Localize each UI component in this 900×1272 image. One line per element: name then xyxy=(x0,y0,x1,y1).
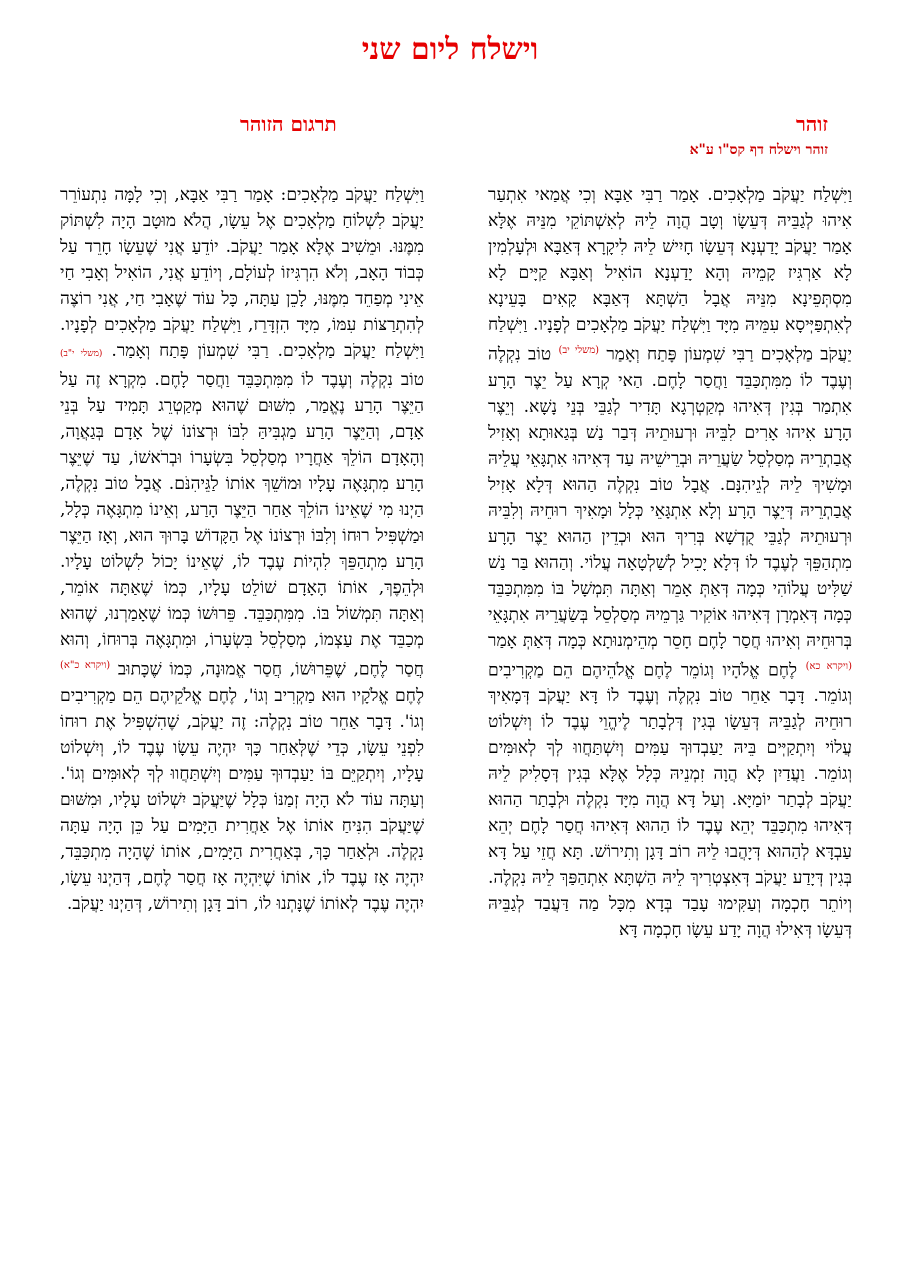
targum-paragraph-3: לֶחֶם אֱלֹקָיו הוּא מַקְרִיב וְגוֹ', לֶחֶם אֱלֹקֵיהֶם הֵם מַקְרִיבִים וְגוֹ'. דָּבָר אַחֵר טוֹב נִקְלֶה: זֶה יַעֲקֹב, שֶׁהִשְׁפִּיל אֶת רוּחוֹ לִפְנֵי עֵשָׂו, כְּדֵי שֶׁלְּאַחַר כָּךְ יִהְיֶה עֵשָׂו עֶבֶד לוֹ, וְיִשְׁלוֹט עָלָיו, וְיִתְקַיֵּם בּוֹ יַעַבְדוּךָ עַמִּים וְיִשְׁתַּחֲווּ לְךָ לְאוּמִּים וְגוֹ'. וְעַתָּה עוֹד לֹא הָיָה זְמַנּוֹ כְּלָל שֶׁיַּעֲקֹב יִשְׁלוֹט עָלָיו, וּמִשּׁוּם שֶׁיַּעֲקֹב הִנִּיחַ אוֹתוֹ אֶל אַחֲרִית הַיָּמִים עַל כֵּן הָיָה עַתָּה נִקְלֶה. וּלְאַחַר כָּךְ, בְּאַחֲרִית הַיָּמִים, אוֹתוֹ שֶׁהָיָה מִתְכַּבֵּד, יִהְיֶה אָז עֶבֶד לוֹ, אוֹתוֹ שֶׁיִּהְיֶה אָז חֲסַר לֶחֶם, דְּהַיְנוּ עֵשָׂו, יִהְיֶה עֶבֶד לְאוֹתוֹ שֶׁנָּתְנוּ לוֹ, רוֹב דָּגָן וְתִירוֹשׁ, דְּהַיְנוּ יַעֲקֹב. xyxy=(60,685,424,914)
targum-paragraph-1: וַיִּשְׁלַח יַעֲקֹב מַלְאָכִים: אָמַר רַבִּי אַבָּא, וְכִי לָמָּה נִתְעוֹרֵר יַעֲקֹב לִשְׁלוֹחַ מַלְאָכִים אֶל עֵשָׂו, הֲלֹא מוּטָב הָיָה לִשְׁתּוֹק מִמֶּנּוּ. וּמֵשִׁיב אֶלָּא אָמַר יַעֲקֹב. יוֹדֵעַ אֲנִי שֶׁעֵשָׂו חָרֵד עַל כְּבוֹד הָאָב, וְלֹא הִרְגִּיזוֹ לְעוֹלָם, וְיוֹדֵעַ אֲנִי, הוֹאִיל וְאָבִי חַי אֵינִי מְפַחֵד מִמֶּנּוּ, לָכֵן עַתָּה, כָּל עוֹד שֶׁאָבִי חַי, אֲנִי רוֹצֶה לְהִתְרַצּוֹת עִמּוֹ, מִיָּד הִזְדָּרֵז, וַיִּשְׁלַח יַעֲקֹב מַלְאָכִים לְפָנָיו. וַיִּשְׁלַח יַעֲקֹב מַלְאָכִים. רַבִּי שִׁמְעוֹן פָּתַח וְאָמַר. xyxy=(60,185,424,361)
zohar-text-column xyxy=(488,182,852,1232)
zohar-column-header: זוהר xyxy=(795,112,828,136)
targum-verse-ref-1: (משלי י"ב) xyxy=(60,349,103,359)
source-reference: זוהר וישלח דף קס"ו ע"א xyxy=(689,142,828,158)
targum-column-header: תרגום הזוהר xyxy=(240,112,337,136)
targum-verse-ref-2: (ויקרא כ"א) xyxy=(60,660,111,671)
targum-paragraph-2: טוֹב נִקְלֶה וְעֶבֶד לוֹ מִמִּתְכַּבֵּד וַחֲסַר לָחֶם. מִקְרָא זֶה עַל הַיֵּצֶר הָרַע נֶאֱמַר, מִשּׁוּם שֶׁהוּא מְקַטְרֵג תָּמִיד עַל בְּנֵי אָדָם, וְהַיֵּצֶר הָרַע מַגְבִּיהַּ לִבּוֹ וּרְצוֹנוֹ שֶׁל אָדָם בְּגַאֲוָה, וְהָאָדָם הוֹלֵךְ אַחֲרָיו מְסַלְסֵל בִּשְׂעָרוֹ וּבְרֹאשׁוֹ, עַד שֶׁיֵּצֶר הָרַע מִתְגָּאֶה עָלָיו וּמוֹשֵׁךְ אוֹתוֹ לַגֵּיהִנֹּם. אֲבָל טוֹב נִקְלֶה, הַיְנוּ מִי שֶׁאֵינוֹ הוֹלֵךְ אַחַר הַיֵּצֶר הָרַע, וְאֵינוֹ מִתְגָּאֶה כְּלָל, וּמַשְׁפִּיל רוּחוֹ וְלִבּוֹ וּרְצוֹנוֹ אֶל הַקָּדוֹשׁ בָּרוּךְ הוּא, וְאָז הַיֵּצֶר הָרַע מִתְהַפֵּךְ לִהְיוֹת עֶבֶד לוֹ, שֶׁאֵינוֹ יָכוֹל לִשְׁלוֹט עָלָיו. וּלְהֵפֶךְ, אוֹתוֹ הָאָדָם שׁוֹלֵט עָלָיו, כְּמוֹ שֶׁאַתָּה אוֹמֵר, וְאַתָּה תִּמְשׁוֹל בּוֹ. מִמִּתְכַּבֵּד. פֵּרוּשׁוֹ כְּמוֹ שֶׁאָמַרְנוּ, שֶׁהוּא מְכַבֵּד אֶת עַצְמוֹ, מְסַלְסֵל בִּשְׂעָרוֹ, וּמִתְגָּאֶה בְּרוּחוֹ, וְהוּא חֲסַר לֶחֶם, שֶׁפֵּרוּשׁוֹ, חֲסַר אֱמוּנָה, כְּמוֹ שֶׁכָּתוּב xyxy=(60,370,424,680)
targum-text-column xyxy=(60,182,424,1232)
zohar-verse-ref-2: (ויקרא כא) xyxy=(805,660,852,672)
page-title: וישלח ליום שני xyxy=(361,32,539,67)
zohar-verse-ref-1: (משלי יב) xyxy=(558,345,600,356)
zohar-paragraph-3: לֶחֶם אֱלֹהָיו וְגוֹמֵר לֶחֶם אֱלֹהֵיהֶם הֵם מַקְרִיבִים וְגוֹמֵר. דָּבָר אַחֵר טוֹב נִקְלֶה וְעֶבֶד לוֹ דָּא יַעֲקֹב דְּמָאִיךְ רוּחֵיהּ לְגַבֵּיהּ דְּעֵשָׂו בְּגִין דְּלְבָתַר לֶיהֱוֵי עֶבֶד לוֹ וְיִשְׁלוֹט עֲלוֹי וְיִתְקַיְּים בֵּיהּ יַעַבְדוּךָ עַמִּים וְיִשְׁתַּחֲווּ לְךָ לְאוּמִּים וְגוֹמֵר. וַעֲדַיִן לָא הֲוָה זִמְנֵיהּ כְּלָל אֶלָּא בְּגִין דְּסָלִיק לֵיהּ יַעֲקֹב לְבָתַר יוֹמַיָּא. וְעַל דָּא הֲוָה מִיָּד נִקְלֶה וּלְבָתַר הַהוּא דְּאִיהוּ מִתְכַּבֵּד יְהֵא עֶבֶד לוֹ הַהוּא דְּאִיהוּ חֲסַר לָחֶם יְהֵא עַבְדָּא לְהַהוּא דְּיָהֲבוּ לֵיהּ רוֹב דָּגָן וְתִירוֹשׁ. תָּא חֲזֵי עַל דָּא בְּגִין דְּיָדַע יַעֲקֹב דְּאִצְטְרִיךְ לֵיהּ הַשְׁתָּא אִתְהַפַּךְ לֵיהּ נִקְלֶה. וְיוֹתֵר חָכְמָה וְעַקִּימוּ עָבַד בְּדָא מִכָּל מַה דַּעֲבַד לְגַבֵּיהּ דְּעֵשָׂו דְּאִילוּ הֲוָה יָדַע עֵשָׂו חָכְמָה דָּא xyxy=(488,660,852,941)
zohar-paragraph-1: וַיִּשְׁלַח יַעֲקֹב מַלְאָכִים. אָמַר רַבִּי אַבָּא וְכִי אֲמַאי אִתְעַר אִיהוּ לְגַבֵּיהּ דְּעֵשָׂו וְטָב הֲוָה לֵיהּ לְאִשְׁתּוֹקֵי מִנֵּיהּ אֶלָּא אָמַר יַעֲקֹב יָדַעְנָא דְּעֵשָׂו חָיִישׁ לֵיהּ לִיקָרָא דְּאַבָּא וּלְעָלְמִין לָא אַרְגִּיז קָמֵיהּ וְהָא יָדַעְנָא הוֹאִיל וְאַבָּא קַיָּים לָא מִסְתְּפֵינָא מִנֵּיהּ אֲבָל הַשְׁתָּא דְּאַבָּא קָאִים בָּעֵינָא לְאִתְפַּיְּיסָא עִמֵּיהּ מִיָּד וַיִּשְׁלַח יַעֲקֹב מַלְאָכִים לְפָנָיו. וַיִּשְׁלַח יַעֲקֹב מַלְאָכִים רַבִּי שִׁמְעוֹן פָּתַח וְאָמַר xyxy=(488,185,852,365)
zohar-paragraph-2: טוֹב נִקְלֶה וְעֶבֶד לוֹ מִמִּתְכַּבֵּד וַחֲסַר לָחֶם. הַאי קְרָא עַל יֵצֶר הָרָע אִתְמַר בְּגִין דְּאִיהוּ מְקַטְרְגָא תָּדִיר לְגַבֵּי בְּנֵי נָשָׁא. וְיֵצֶר הָרָע אִיהוּ אָרִים לִבֵּיהּ וּרְעוּתֵיהּ דְּבַר נַשׁ בְּגַאוּתָא וְאָזִיל אֲבַתְרֵיהּ מְסַלְסֵל שַׂעֲרֵיהּ וּבְרֵישֵׁיהּ עַד דְּאִיהוּ אִתְגָּאֵי עֲלֵיהּ וּמָשִׁיךְ לֵיהּ לְגֵיהִנָּם. אֲבָל טוֹב נִקְלֶה הַהוּא דְּלָא אָזִיל אֲבַתְרֵיהּ דְּיֵצֶר הָרָע וְלָא אִתְגָּאֵי כְּלָל וּמָאִיךְ רוּחֵיהּ וְלִבֵּיהּ וּרְעוּתֵיהּ לְגַבֵּי קֻדְשָׁא בְּרִיךְ הוּא וּכְדֵין הַהוּא יֵצֶר הָרָע מִתְהַפֵּךְ לְעֶבֶד לוֹ דְּלָא יָכִיל לְשַׁלְטָאָה עֲלוֹי. וְהַהוּא בַּר נַשׁ שַׁלִּיט עֲלוֹהִי כְּמָה דְּאַתְּ אָמֵר וְאַתָּה תִּמְשָׁל בּוֹ מִמִּתְכַּבֵּד כְּמָה דְּאִמְרָן דְּאִיהוּ אוֹקִיר גַּרְמֵיהּ מְסַלְסֵל בְּשַׂעֲרֵיהּ אִתְגָּאֵי בְּרוּחֵיהּ וְאִיהוּ חֲסַר לָחֶם חָסֵר מְהֵימְנוּתָא כְּמָה דְּאַתְּ אָמַר xyxy=(488,344,852,651)
